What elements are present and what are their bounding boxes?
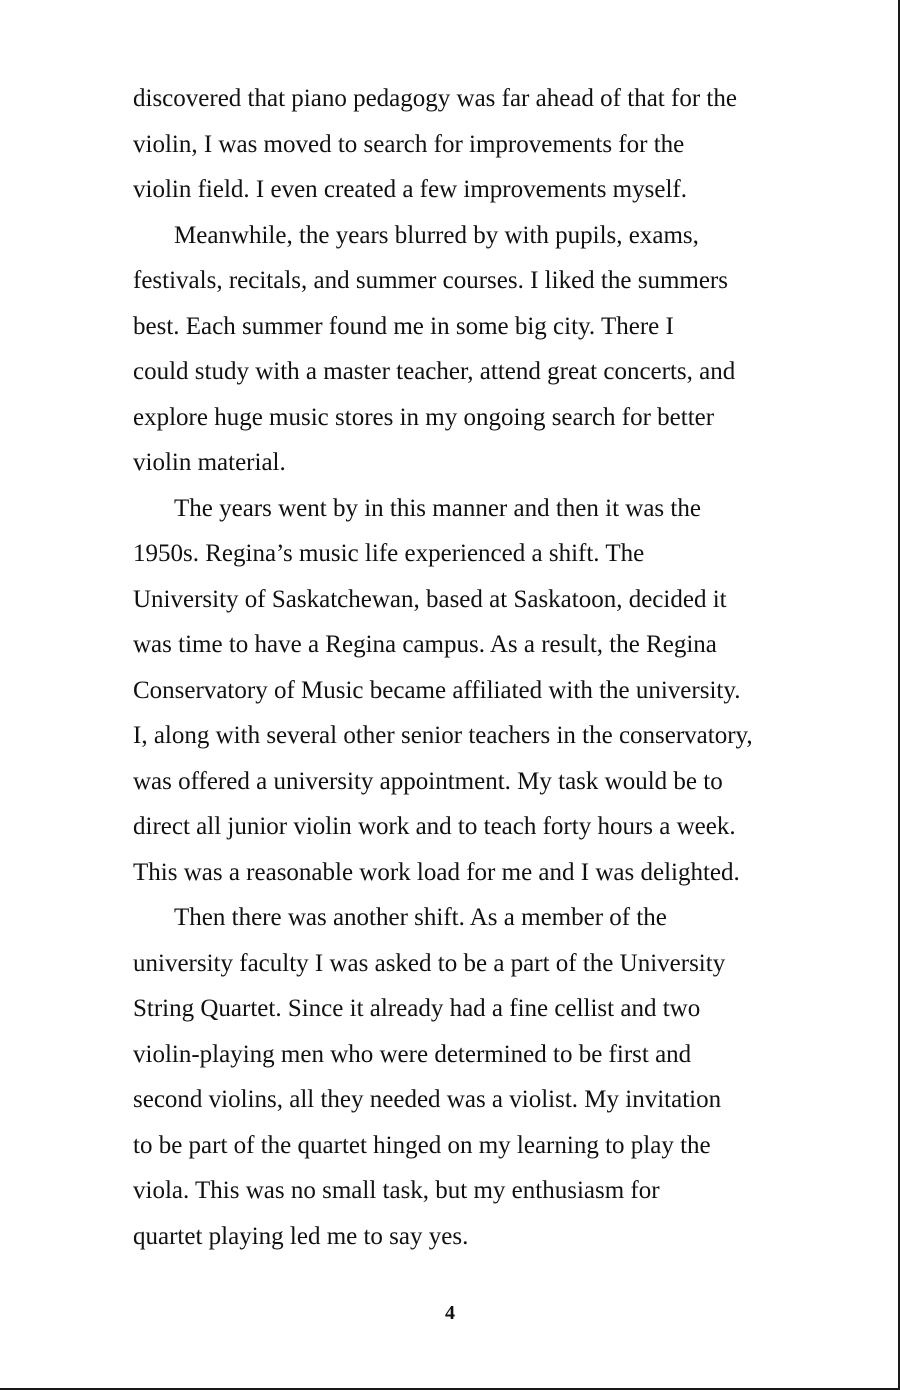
text-line: This was a reasonable work load for me and I was delighted. [133,858,740,886]
text-line: violin, I was moved to search for improvements for the [133,130,685,158]
text-line: was time to have a Regina campus. As a result, the Regina [133,631,717,658]
text-line: best. Each summer found me in some big city. There I [133,312,674,340]
text-line: explore huge music stores in my ongoing search for better [133,403,715,431]
text-line: direct all junior violin work and to teach forty hours a week. [133,813,736,840]
text-line: I, along with several other senior teachers in the conservatory, [133,722,753,749]
text-line: discovered that piano pedagogy was far ahead of that for the [133,85,737,112]
paragraph-first-line: Meanwhile, the years blurred by with pupils, exams, [174,221,699,249]
text-line: to be part of the quartet hinged on my learning to play the [133,1131,711,1159]
text-line: viola. This was no small task, but my enthusiasm for [133,1177,660,1204]
text-line: violin field. I even created a few improvements myself. [133,176,687,203]
paragraph-first-line: Then there was another shift. As a member of the [174,904,667,931]
text-line: university faculty I was asked to be a part of the University [133,949,726,977]
page-number: 4 [445,1302,455,1324]
text-line: 1950s. Regina’s music life experienced a shift. The [133,540,645,567]
text-line: University of Saskatchewan, based at Saskatoon, decided it [133,585,727,613]
text-line: Conservatory of Music became affiliated with the university. [133,676,741,704]
text-line: festivals, recitals, and summer courses. I liked the summers [133,267,728,294]
text-line: violin-playing men who were determined to be first and [133,1040,692,1068]
text-line: quartet playing led me to say yes. [133,1222,469,1250]
text-line: second violins, all they needed was a violist. My invitation [133,1086,722,1113]
text-line: could study with a master teacher, attend great concerts, and [133,358,736,385]
text-line: String Quartet. Since it already had a fine cellist and two [133,995,701,1022]
text-line: violin material. [133,449,286,476]
paragraph-first-line: The years went by in this manner and then it was the [174,494,701,522]
text-line: was offered a university appointment. My task would be to [133,767,723,795]
body-text [133,76,793,1259]
